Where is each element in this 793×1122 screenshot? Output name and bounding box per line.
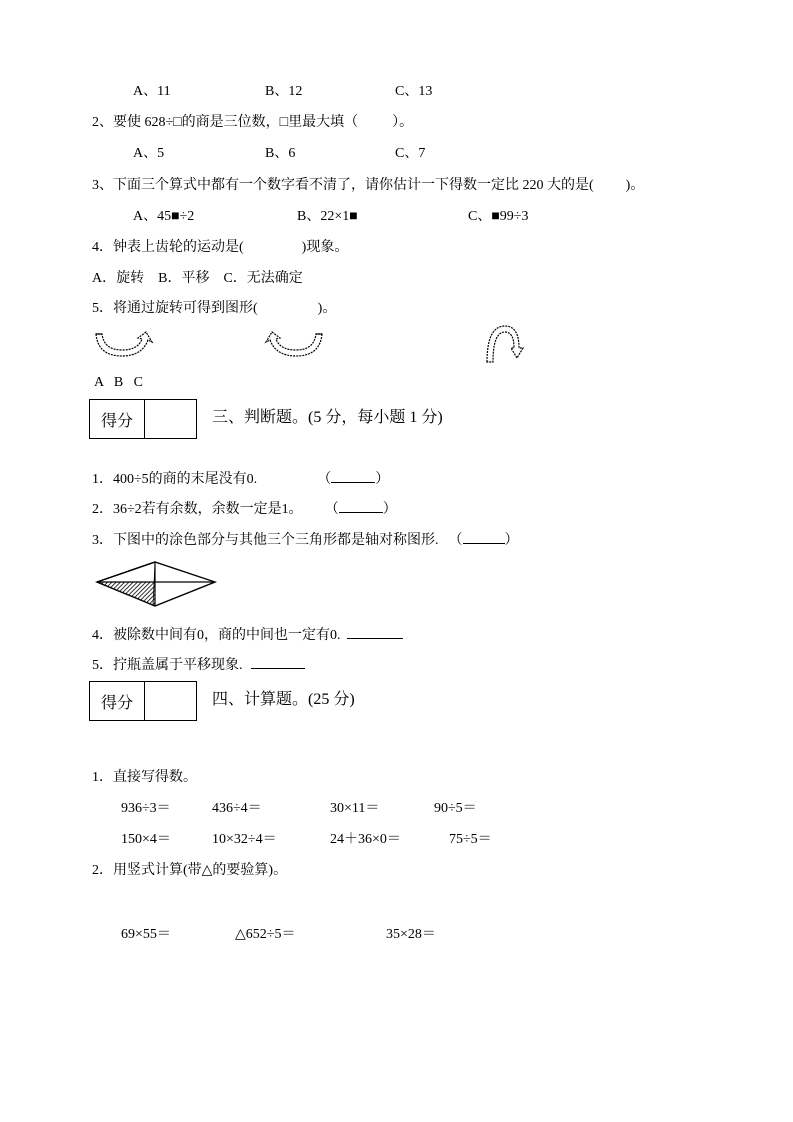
judge-4-text: 4．被除数中间有0，商的中间也一定有0.: [92, 628, 341, 643]
calc2-item3: 35×28＝: [386, 927, 436, 942]
calc2-item1: 69×55＝: [121, 927, 171, 942]
judge-2-paren-open: （: [324, 502, 339, 517]
calc1-row1-item1: 936÷3＝: [121, 801, 171, 816]
judge-1-text: 1．400÷5的商的末尾没有0.: [92, 472, 258, 487]
judge-2-text: 2．36÷2若有余数，余数一定是1。: [92, 502, 303, 517]
q2-text: 2、要使 628÷□的商是三位数，□里最大填（: [92, 115, 359, 130]
calc1-title: 1．直接写得数。: [92, 770, 197, 785]
q5-question: [92, 300, 336, 318]
rotation-figure-b: [264, 330, 328, 360]
judge-1-answer-blank[interactable]: [331, 468, 375, 483]
rotation-figure-a: [92, 330, 154, 360]
q3-text: 3、下面三个算式中都有一个数字看不清了，请你估计一下得数一定比 220 大的是(: [92, 178, 594, 193]
section4-score-label: 得分: [90, 682, 145, 720]
section4-score-box: [89, 681, 197, 721]
judge-2-answer-blank[interactable]: [339, 498, 383, 513]
q1-option-b: B、12: [265, 84, 303, 99]
judge-1-paren-open: （: [317, 472, 332, 487]
q3-option-c: C、■99÷3: [468, 209, 529, 224]
q2-option-b: B、6: [265, 146, 296, 161]
q2-option-c: C、7: [395, 146, 426, 161]
section3-score-box: [89, 399, 197, 439]
q5-figure-labels: A B C: [94, 375, 144, 390]
q1-option-a: A、11: [133, 84, 171, 99]
q2-question: [92, 114, 413, 132]
q1-option-c: C、13: [395, 84, 433, 99]
q3-end: )。: [625, 178, 645, 193]
calc1-row2-item2: 10×32÷4＝: [212, 832, 277, 847]
q4-question: [92, 239, 348, 257]
judge-5-text: 5．拧瓶盖属于平移现象.: [92, 658, 243, 673]
q2-end: ）。: [392, 115, 414, 130]
calc1-row1-item2: 436÷4＝: [212, 801, 262, 816]
section4-score-field[interactable]: [144, 682, 198, 720]
q5-end: )。: [317, 301, 337, 316]
judge-item-4: [92, 624, 403, 645]
section3-score-label: 得分: [90, 400, 145, 438]
q4-options: A．旋转 B．平移 C．无法确定: [92, 271, 303, 286]
q3-option-b: B、22×1■: [297, 209, 358, 224]
q4-end: )现象。: [301, 240, 349, 255]
section4-title: 四、计算题。(25 分): [212, 691, 355, 708]
calc2-title: 2．用竖式计算(带△的要验算)。: [92, 863, 288, 878]
calc1-row1-item3: 30×11＝: [330, 801, 380, 816]
kite-triangles-figure: [95, 556, 220, 612]
judge-item-5: [92, 654, 305, 675]
judge-4-answer-blank[interactable]: [347, 624, 403, 639]
calc1-row2-item3: 24＋36×0＝: [330, 832, 401, 847]
judge-item-2: [92, 498, 397, 519]
judge-3-answer-blank[interactable]: [463, 529, 505, 544]
q5-text: 5．将通过旋转可得到图形(: [92, 301, 258, 316]
judge-1-paren-close: ）: [375, 472, 390, 487]
q3-option-a: A、45■÷2: [133, 209, 195, 224]
judge-item-1: [92, 468, 389, 489]
q3-question: [92, 177, 644, 195]
judge-5-answer-blank[interactable]: [251, 654, 305, 669]
judge-3-paren-close: ）: [504, 533, 519, 548]
section3-score-field[interactable]: [144, 400, 198, 438]
q2-option-a: A、5: [133, 146, 165, 161]
judge-3-text: 3．下图中的涂色部分与其他三个三角形都是轴对称图形.: [92, 533, 439, 548]
calc2-item2: △652÷5＝: [235, 927, 296, 942]
calc1-row2-item4: 75÷5＝: [449, 832, 492, 847]
judge-3-paren-open: （: [448, 533, 463, 548]
judge-2-paren-close: ）: [382, 502, 397, 517]
judge-item-3: [92, 529, 519, 550]
calc1-row1-item4: 90÷5＝: [434, 801, 477, 816]
calc1-row2-item1: 150×4＝: [121, 832, 171, 847]
section3-title: 三、判断题。(5 分，每小题 1 分): [212, 409, 443, 426]
rotation-figure-c: [483, 322, 525, 364]
q4-text: 4．钟表上齿轮的运动是(: [92, 240, 244, 255]
